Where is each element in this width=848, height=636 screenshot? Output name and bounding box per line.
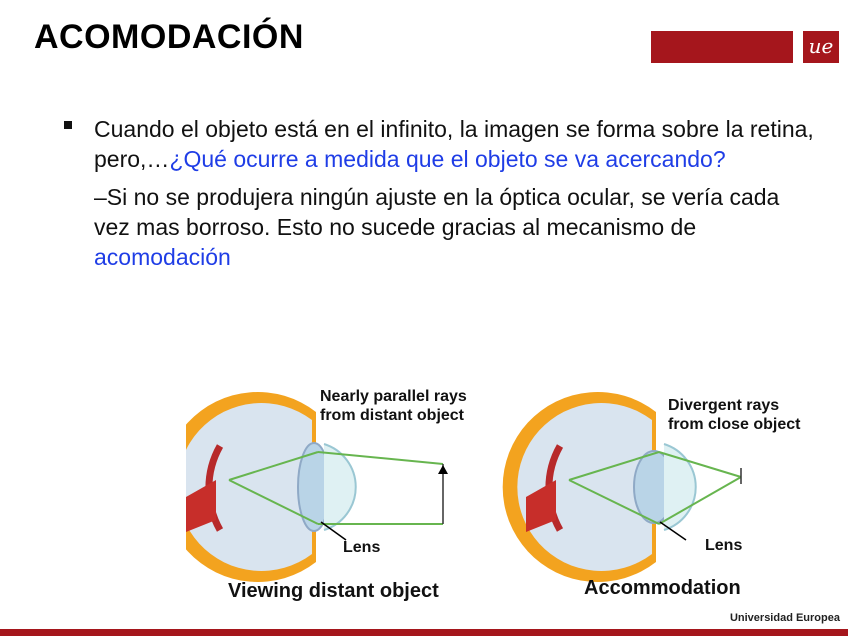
figure-label: from close object [668, 416, 801, 433]
bullet-icon [64, 121, 72, 129]
cornea-shape [664, 444, 696, 530]
object-arrow [438, 465, 448, 474]
paragraph-text: –Si no se produjera ningún ajuste en la óptica ocular, se vería cada vez mas borroso. Esto no sucede gracias al mecanismo de [94, 184, 780, 240]
accommodation-highlight: acomodación [94, 244, 231, 270]
bullet-paragraph [94, 114, 814, 174]
figure-label: Nearly parallel rays [320, 388, 467, 405]
eye-diagram-close [503, 392, 801, 599]
footer-university: Universidad Europea [729, 612, 840, 624]
university-logo: ue [803, 31, 839, 63]
question-highlight: ¿Qué ocurre a medida que el objeto se va acercando? [169, 146, 726, 172]
eye-accommodation-figure [186, 372, 826, 624]
eye-diagram-distant [186, 388, 467, 602]
paragraph-text: Cuando el objeto está en el infinito, la imagen se forma sobre la retina, pero,… [94, 116, 814, 172]
figure-caption: Accommodation [584, 577, 741, 599]
cornea-shape [324, 444, 356, 530]
page-title: ACOMODACIÓN [34, 18, 304, 56]
bottom-brand-line [0, 629, 848, 636]
brand-bar [651, 31, 793, 63]
figure-label: from distant object [320, 407, 465, 424]
figure-caption: Viewing distant object [228, 580, 439, 602]
figure-label: Divergent rays [668, 397, 780, 414]
lens-label: Lens [343, 539, 381, 556]
lens-label: Lens [705, 537, 743, 554]
sub-paragraph [94, 182, 814, 272]
slide-body [94, 114, 814, 272]
